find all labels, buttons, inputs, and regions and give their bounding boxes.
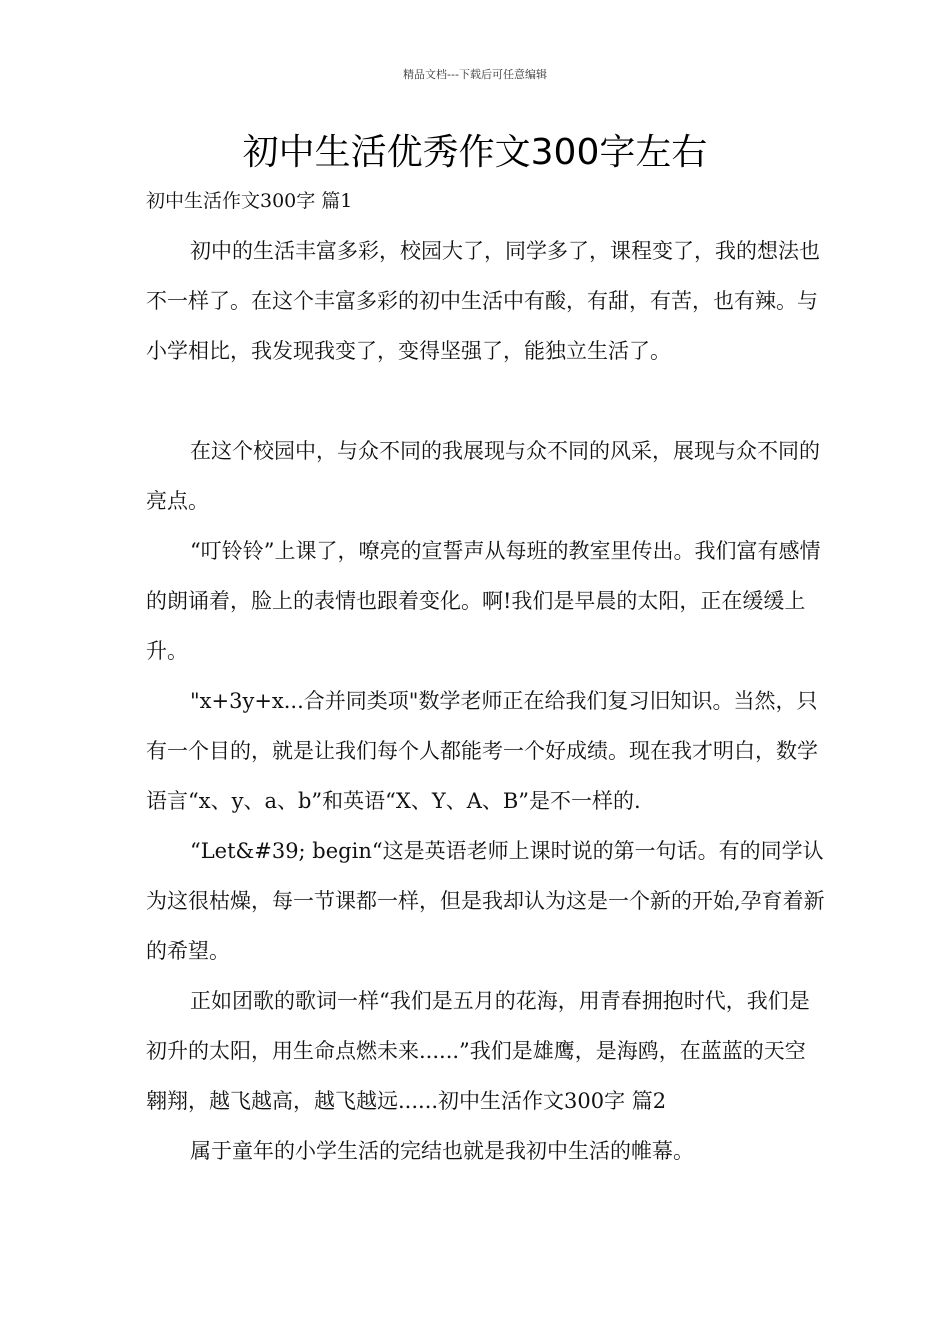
paragraph: "x+3y+x...合并同类项"数学老师正在给我们复习旧知识。当然，只有一个目的，就是让我们每个人都能考一个好成绩。现在我才明白，数学语言“x、y、a、b”和英语“X、Y、A、B”是不一样的. [146,689,818,813]
section-heading: 初中生活作文300字 篇1 [146,190,353,212]
paragraph: “叮铃铃”上课了，嘹亮的宣誓声从每班的教室里传出。我们富有感情的朗诵着，脸上的表情也跟着变化。啊!我们是早晨的太阳，正在缓缓上升。 [146,539,821,663]
page-header: 精品文档---下载后可任意编辑 [403,68,547,81]
document-body [146,184,826,1176]
paragraph: 在这个校园中，与众不同的我展现与众不同的风采，展现与众不同的亮点。 [146,439,820,513]
document-title: 初中生活优秀作文300字左右 [242,132,708,173]
paragraph: “Let&#39; begin“这是英语老师上课时说的第一句话。有的同学认为这很枯燥，每一节课都一样，但是我却认为这是一个新的开始,孕育着新的希望。 [146,839,825,963]
paragraph: 初中的生活丰富多彩，校园大了，同学多了，课程变了，我的想法也不一样了。在这个丰富多彩的初中生活中有酸，有甜，有苦，也有辣。与小学相比，我发现我变了，变得坚强了，能独立生活了。 [146,239,820,363]
paragraph: 属于童年的小学生活的完结也就是我初中生活的帷幕。 [190,1139,694,1163]
paragraph: 正如团歌的歌词一样“我们是五月的花海，用青春拥抱时代，我们是初升的太阳，用生命点燃未来......”我们是雄鹰，是海鸥，在蓝蓝的天空翱翔，越飞越高，越飞越远......初中生活作文300字 篇2 [146,989,810,1113]
